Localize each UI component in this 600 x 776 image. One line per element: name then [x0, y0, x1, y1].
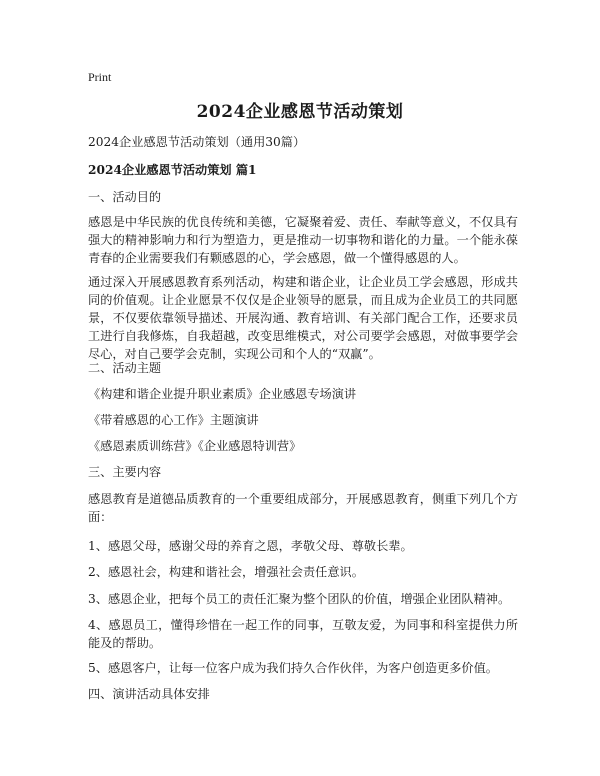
section-3-item-2: 2、感恩社会，构建和谐社会，增强社会责任意识。: [88, 565, 364, 579]
section-4-heading: 四、演讲活动具体安排: [88, 687, 210, 701]
section-3-item-4: 4、感恩员工，懂得珍惜在一起工作的同事，互敬友爱，为同事和科室提供力所能及的帮助。: [88, 618, 518, 650]
section-3-item-5: 5、感恩客户，让每一位客户成为我们持久合作伙伴，为客户创造更多价值。: [88, 661, 498, 675]
section-1-paragraph-1: 感恩是中华民族的优良传统和美德，它凝聚着爱、责任、奉献等意义，不仅具有强大的精神影响力和行为塑造力，更是推动一切事物和谐化的力量。一个能永葆青春的企业需要我们有颗感恩的心，学会感恩，做一个懂得感恩的人。: [88, 215, 518, 265]
section-2-item-1: 《构建和谐企业提升职业素质》企业感恩专场演讲: [88, 387, 357, 401]
section-2-heading: 二、活动主题: [88, 361, 162, 375]
print-link[interactable]: Print: [88, 70, 112, 84]
section-3-intro: 感恩教育是道德品质教育的一个重要组成部分，开展感恩教育，侧重下列几个方面：: [88, 492, 518, 524]
section-1-paragraph-2: 通过深入开展感恩教育系列活动，构建和谐企业，让企业员工学会感恩，形成共同的价值观。让企业愿景不仅仅是企业领导的愿景，而且成为企业员工的共同愿景，不仅要依靠领导描述、开展沟通、教育培训、有关部门配合工作，还要求员工进行自我修炼，自我超越，改变思维模式，对公司要学会感恩，对做事要学会尽心，对自己要学会克制，实现公司和个人的“双赢”。: [88, 275, 518, 361]
page-title: 2024企业感恩节活动策划: [196, 102, 404, 122]
section-2-item-3: 《感恩素质训练营》《企业感恩特训营》: [88, 439, 302, 453]
chapter-heading: 2024企业感恩节活动策划 篇1: [88, 163, 257, 177]
section-3-item-3: 3、感恩企业，把每个员工的责任汇聚为整个团队的价值，增强企业团队精神。: [88, 592, 511, 606]
section-2-item-2: 《带着感恩的心工作》主题演讲: [88, 413, 259, 427]
section-3-heading: 三、主要内容: [88, 465, 162, 479]
section-1-heading: 一、活动目的: [88, 190, 162, 204]
document-subtitle: 2024企业感恩节活动策划（通用30篇）: [88, 135, 306, 149]
section-3-item-1: 1、感恩父母，感谢父母的养育之恩，孝敬父母、尊敬长辈。: [88, 539, 413, 553]
